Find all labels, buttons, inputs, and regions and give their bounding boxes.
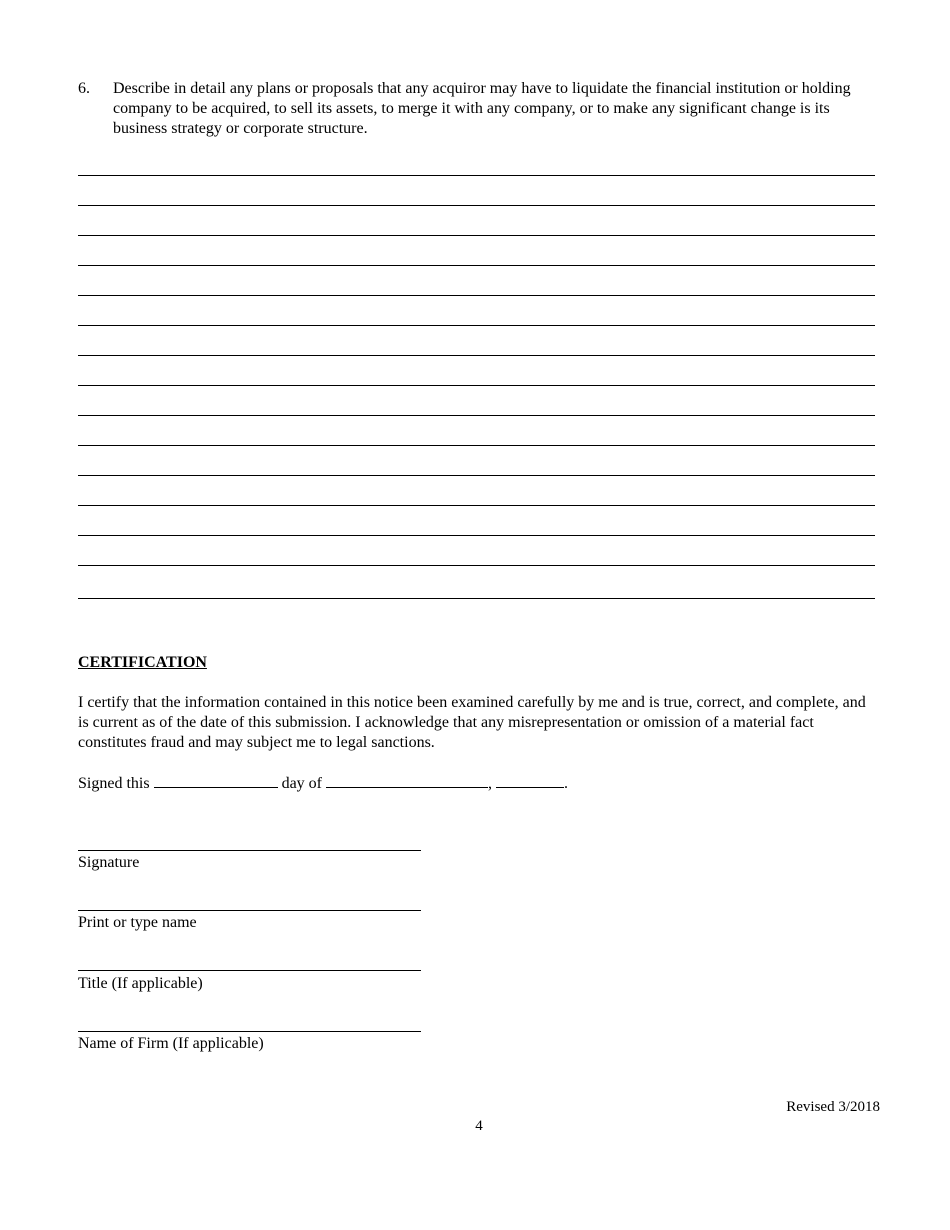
certification-heading: CERTIFICATION (78, 654, 207, 671)
answer-line[interactable] (78, 175, 875, 176)
answer-line[interactable] (78, 475, 875, 476)
page-number: 4 (475, 1118, 483, 1134)
answer-line[interactable] (78, 235, 875, 236)
title-line[interactable] (78, 970, 421, 971)
print-name-label: Print or type name (78, 914, 197, 931)
answer-line[interactable] (78, 415, 875, 416)
signed-date-row (78, 773, 568, 794)
answer-line[interactable] (78, 325, 875, 326)
firm-label: Name of Firm (If applicable) (78, 1035, 264, 1052)
title-label: Title (If applicable) (78, 975, 203, 992)
signature-label: Signature (78, 854, 140, 871)
signed-end: . (564, 775, 568, 792)
signed-comma: , (488, 775, 492, 792)
answer-line[interactable] (78, 598, 875, 599)
revision-date: Revised 3/2018 (786, 1099, 880, 1115)
month-blank[interactable] (326, 773, 488, 788)
signed-middle: day of (281, 775, 322, 792)
answer-line[interactable] (78, 355, 875, 356)
answer-line[interactable] (78, 385, 875, 386)
year-blank[interactable] (496, 773, 564, 788)
answer-line[interactable] (78, 295, 875, 296)
firm-line[interactable] (78, 1031, 421, 1032)
answer-line[interactable] (78, 205, 875, 206)
answer-line[interactable] (78, 505, 875, 506)
answer-line[interactable] (78, 535, 875, 536)
answer-line[interactable] (78, 445, 875, 446)
certification-statement: I certify that the information contained in this notice been examined carefully by me and is true, correct, and complete, and is current as of the date of this submission. I acknowledge that any misrepresentation or omission of a material fact constitutes fraud and may subject me to legal sanctions. (78, 694, 866, 751)
signature-line[interactable] (78, 850, 421, 851)
answer-line[interactable] (78, 565, 875, 566)
print-name-line[interactable] (78, 910, 421, 911)
question-number: 6. (78, 80, 90, 97)
question-text: Describe in detail any plans or proposals that any acquiror may have to liquidate the financial institution or holding company to be acquired, to sell its assets, to merge it with any company, or to make any significant change is its business strategy or corporate structure. (113, 80, 851, 137)
day-blank[interactable] (154, 773, 278, 788)
answer-line[interactable] (78, 265, 875, 266)
signed-prefix: Signed this (78, 775, 150, 792)
